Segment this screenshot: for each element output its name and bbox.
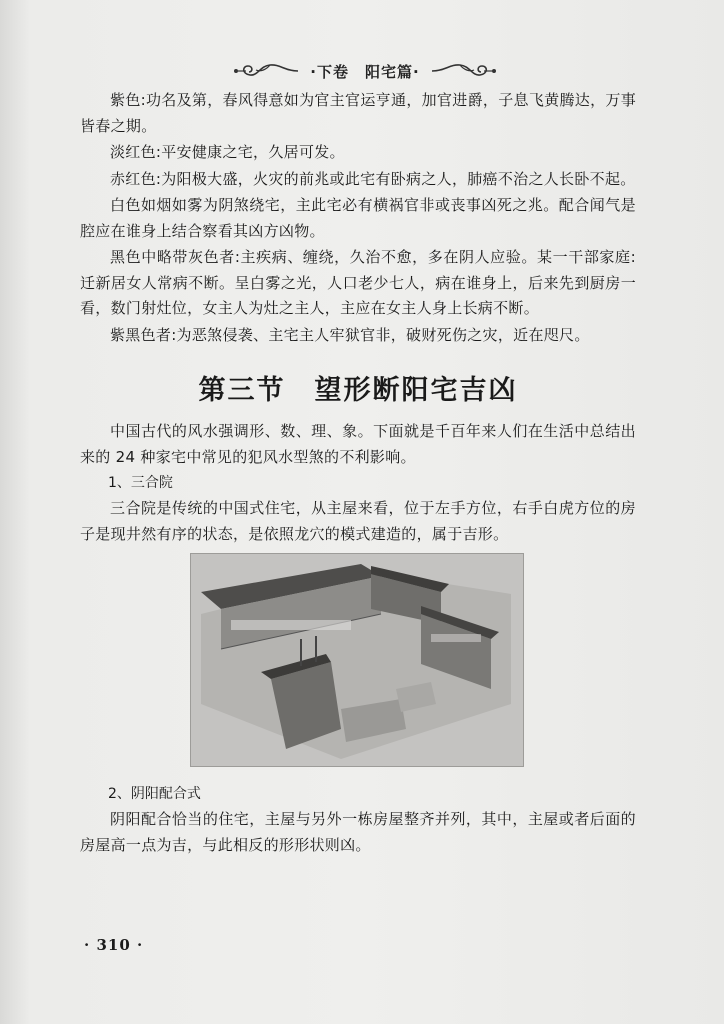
- header-title: ·下卷 阳宅篇·: [310, 62, 420, 81]
- item1-title: 1、三合院: [108, 475, 173, 491]
- page-content: [80, 88, 636, 858]
- paragraph-crimson: 赤红色:为阳极大盛，火灾的前兆或此宅有卧病之人，肺癌不治之人长卧不起。: [110, 169, 636, 188]
- running-header: [200, 58, 530, 84]
- section-title: 第三节 望形断阳宅吉凶: [198, 375, 518, 406]
- courtyard-model-illustration: [191, 554, 523, 766]
- item1-text: 三合院是传统的中国式住宅，从主屋来看，位于左手方位，右手白虎方位的房子是现井然有序的状态，是依照龙穴的模式建造的，属于吉形。: [80, 499, 636, 543]
- courtyard-house-photo: [190, 553, 524, 767]
- section-intro: 中国古代的风水强调形、数、理、象。下面就是千百年来人们在生活中总结出来的 24 种家宅中常见的犯风水型煞的不利影响。: [80, 422, 636, 466]
- page-number: · 310 ·: [84, 936, 144, 954]
- paragraph-black-grey: 黑色中略带灰色者:主疾病、缠绕，久治不愈，多在阴人应验。某一干部家庭:迁新居女人常病不断。呈白雾之光，人口老少七人，病在谁身上，后来先到厨房一看，数门射灶位，女主人为灶之主人，主应在女主人身上长病不断。: [80, 248, 636, 317]
- paragraph-light-red: 淡红色:平安健康之宅，久居可发。: [110, 143, 345, 161]
- left-scroll-ornament-icon: [230, 60, 300, 82]
- right-scroll-ornament-icon: [430, 60, 500, 82]
- paragraph-purple-black: 紫黑色者:为恶煞侵袭、主宅主人牢狱官非，破财死伤之灾，近在咫尺。: [110, 325, 590, 344]
- item2-text: 阴阳配合恰当的住宅，主屋与另外一栋房屋整齐并列，其中，主屋或者后面的房屋高一点为吉，与此相反的形形状则凶。: [80, 810, 636, 854]
- paragraph-purple: 紫色:功名及第，春风得意如为官主官运亨通，加官进爵，子息飞黄腾达，万事皆春之期。: [80, 91, 636, 135]
- item2-title: 2、阴阳配合式: [108, 786, 201, 802]
- paragraph-white: 白色如烟如雾为阴煞绕宅，主此宅必有横祸官非或丧事凶死之兆。配合闻气是腔应在谁身上结合察看其凶方凶物。: [80, 196, 636, 240]
